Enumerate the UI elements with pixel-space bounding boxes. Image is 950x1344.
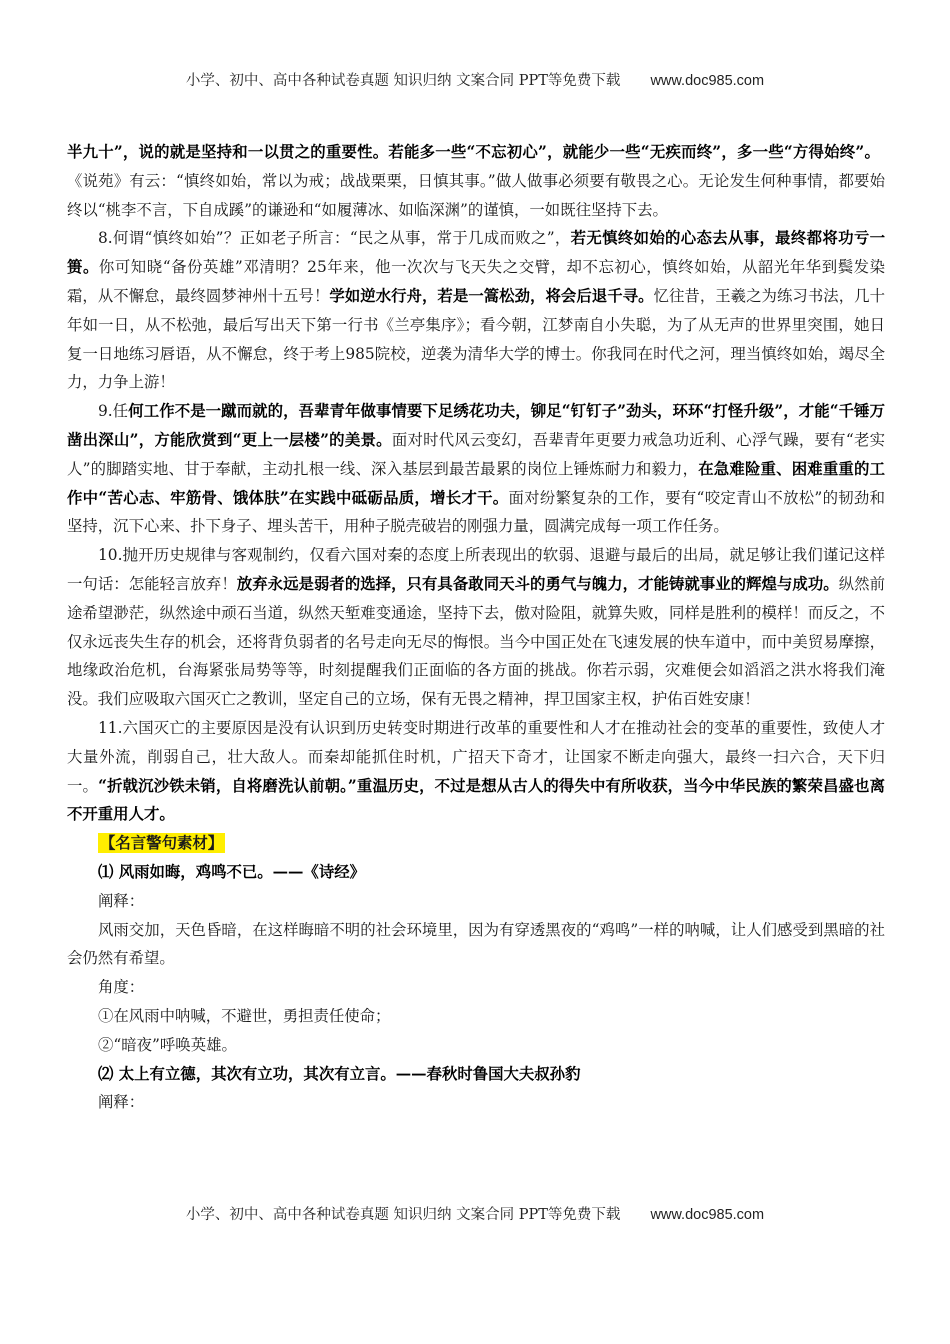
p8-text-1: 8.何谓“慎终如始”？正如老子所言：“民之从事，常于几成而败之”， xyxy=(98,229,571,248)
header-site-link[interactable]: www.doc985.com xyxy=(650,73,765,89)
p10-bold-1: 放弃永远是弱者的选择，只有具备敢同天斗的勇气与魄力，才能铸就事业的辉煌与成功。 xyxy=(236,574,839,593)
p8-bold-2: 学如逆水行舟，若是一篙松劲，将会后退千寻。 xyxy=(329,286,654,305)
paragraph-7-continued xyxy=(67,138,885,224)
quote-1-angle-2: ②“暗夜”呼唤英雄。 xyxy=(98,1035,237,1054)
quotes-section-tag: 【名言警句素材】 xyxy=(100,834,224,853)
p9-text-1: 9.任 xyxy=(98,402,129,421)
paragraph-8 xyxy=(67,224,885,397)
p9-text-3: 面对纷繁复杂的工作，要有“咬定青山不放松”的韧劲和坚持，沉下心来、扑下身子、埋头苦干，用种子脱壳破岩的刚强力量，圆满完成每一项工作任务。 xyxy=(67,488,885,536)
page-footer xyxy=(0,1203,950,1224)
paragraph-10 xyxy=(67,541,885,714)
paragraph-11 xyxy=(67,714,885,829)
p7-text: 《说苑》有云：“慎终如始，常以为戒；战战栗栗，日慎其事。”做人做事必须要有敬畏之心。无论发生何种事情，都要始终以“桃李不言，下自成蹊”的谦逊和“如履薄冰、如临深渊”的谨慎，一如既往坚持下去。 xyxy=(67,171,885,219)
p9-bold-2: 在急难险重、困难重重的工作中“苦心志、牢筋骨、饿体肤”在实践中砥砺品质，增长才干。 xyxy=(67,459,885,507)
quote-1-title xyxy=(67,858,885,887)
section-heading xyxy=(67,829,885,858)
article-body xyxy=(67,138,885,1117)
quote-1-explain-label: 阐释： xyxy=(98,891,145,910)
p7-bold: 半九十”，说的就是坚持和一以贯之的重要性。若能多一些“不忘初心”，就能少一些“无疾而终”，多一些“方得始终”。 xyxy=(67,143,881,161)
quote-2-title-text: ⑵ 太上有立德，其次有立功，其次有立言。——春秋时鲁国大夫叔孙豹 xyxy=(98,1064,581,1083)
p8-text-2: 你可知晓“备份英雄”邓清明？25年来，他一次次与飞天失之交臂，却不忘初心，慎终如始，从韶光年华到鬓发染霜，从不懈怠，最终圆梦神州十五号！ xyxy=(67,258,885,305)
footer-site-link[interactable]: www.doc985.com xyxy=(650,1207,765,1223)
footer-text: 小学、初中、高中各种试卷真题 知识归纳 文案合同 PPT等免费下载 xyxy=(185,1207,621,1223)
quote-1-angle-label: 角度： xyxy=(98,978,145,997)
quote-2-title xyxy=(67,1060,885,1089)
p8-text-3: 忆往昔，王羲之为练习书法，几十年如一日，从不松弛，最后写出天下第一行书《兰亭集序》；看今朝，江梦南自小失聪，为了从无声的世界里突围，她日复一日地练习唇语，从不懈怠，终于考上985院校，逆袭为清华大学的博士。你我同在时代之河，理当慎终如始，竭尽全力，力争上游！ xyxy=(67,286,885,392)
page-header xyxy=(0,69,950,90)
p8-bold-1: 若无慎终如始的心态去从事，最终都将功亏一篑。 xyxy=(67,229,885,277)
p10-text-2: 纵然前途希望渺茫，纵然途中顽石当道，纵然天堑难变通途，坚持下去，傲对险阻，就算失败，同样是胜利的模样！而反之，不仅永远丧失生存的机会，还将背负弱者的名号走向无尽的悔恨。当今中国正处在飞速发展的快车道中，而中美贸易摩擦，地缘政治危机，台海紧张局势等等，时刻提醒我们正面临的各方面的挑战。你若示弱，灾难便会如滔滔之洪水将我们淹没。我们应吸取六国灭亡之教训，坚定自己的立场，保有无畏之精神，捍卫国家主权，护佑百姓安康！ xyxy=(67,574,885,709)
paragraph-9 xyxy=(67,397,885,541)
p11-bold-1: “折戟沉沙铁未销，自将磨洗认前朝。”重温历史，不过是想从古人的得失中有所收获，当今中华民族的繁荣昌盛也离不开重用人才。 xyxy=(67,776,885,824)
quote-1-title-text: ⑴ 风雨如晦，鸡鸣不已。——《诗经》 xyxy=(98,862,365,881)
quote-2-explain-label: 阐释： xyxy=(98,1093,145,1112)
p10-text-1: 10.抛开历史规律与客观制约，仅看六国对秦的态度上所表现出的软弱、退避与最后的出局，就足够让我们谨记这样一句话：怎能轻言放弃！ xyxy=(67,546,885,593)
quote-1-explain: 风雨交加，天色昏暗，在这样晦暗不明的社会环境里，因为有穿透黑夜的“鸡鸣”一样的呐喊，让人们感受到黑暗的社会仍然有希望。 xyxy=(67,920,885,968)
p9-bold-1: 何工作不是一蹴而就的，吾辈青年做事情要下足绣花功夫，铆足“钉钉子”劲头，环环“打怪升级”，才能“千锤万凿出深山”，方能欣赏到“更上一层楼”的美景。 xyxy=(67,402,886,449)
quote-1-angle-1: ①在风雨中呐喊，不避世，勇担责任使命； xyxy=(98,1006,391,1025)
header-text: 小学、初中、高中各种试卷真题 知识归纳 文案合同 PPT等免费下载 xyxy=(185,73,621,89)
p9-text-2: 面对时代风云变幻，吾辈青年更要力戒急功近利、心浮气躁，要有“老实人”的脚踏实地、甘于奉献，主动扎根一线、深入基层到最苦最累的岗位上锤炼耐力和毅力， xyxy=(67,430,885,478)
p11-text-1: 11.六国灭亡的主要原因是没有认识到历史转变时期进行改革的重要性和人才在推动社会的变革的重要性，致使人才大量外流，削弱自己，壮大敌人。而秦却能抓住时机，广招天下奇才，让国家不断走向强大，最终一扫六合，天下归一。 xyxy=(67,718,885,795)
